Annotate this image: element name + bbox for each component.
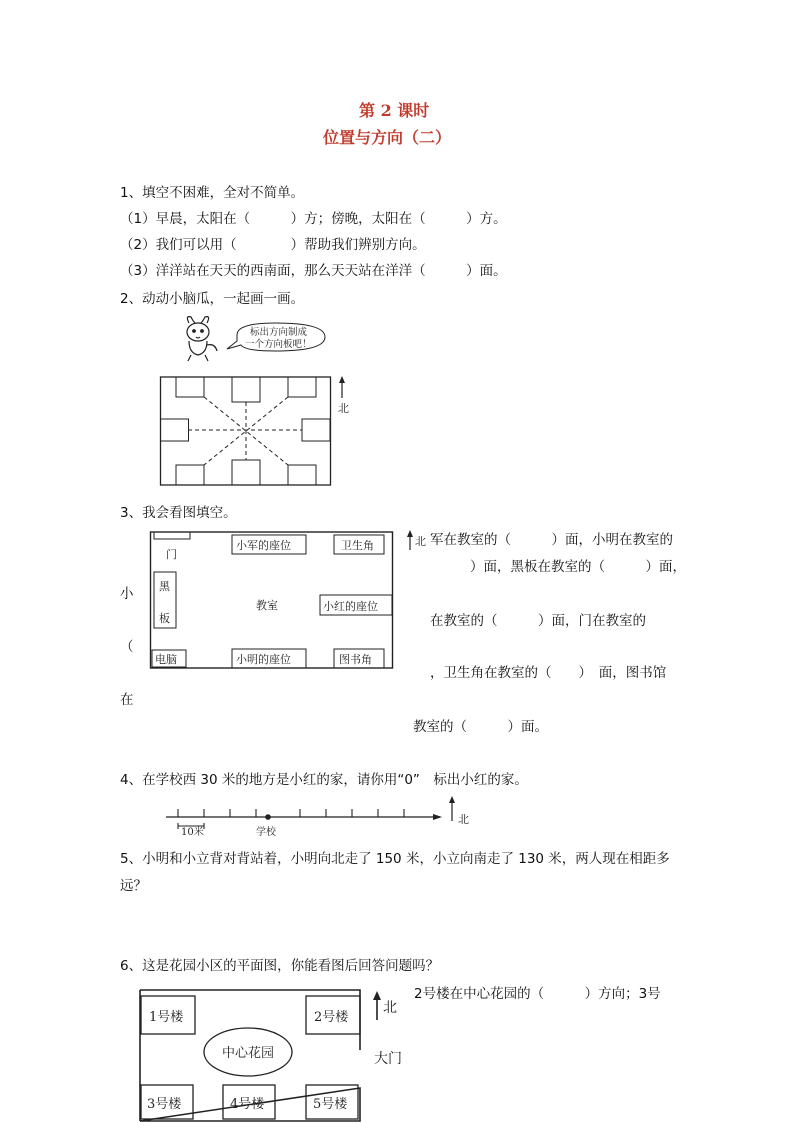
blackboard-label-top: 黑	[159, 580, 170, 593]
bubble-line-1: 标出方向制成	[250, 327, 308, 338]
classroom-center-label: 教室	[256, 599, 278, 612]
q6-question: 2号楼在中心花园的（ ）方向；3号	[414, 986, 661, 1002]
xiaojun-seat-label: 小军的座位	[236, 539, 291, 552]
door-label: 门	[166, 548, 177, 561]
building-1-label: 1号楼	[149, 1010, 184, 1025]
q1-item-1: （1）早晨，太阳在（ ）方；傍晚，太阳在（ ）方。	[120, 211, 507, 227]
restroom-label: 卫生角	[341, 539, 374, 552]
q3-line-3: 在教室的（ ）面，门在教室的	[430, 613, 646, 629]
q5-line-1: 5、小明和小立背对背站着，小明向北走了 150 米，小立向南走了 130 米，两人现在相距多	[120, 851, 670, 867]
q2-compass-board	[160, 370, 360, 490]
q3-fragment-paren: （	[120, 639, 134, 655]
goat-icon	[187, 317, 217, 361]
classroom-map	[150, 528, 430, 673]
q3-stem: 3、我会看图填空。	[120, 505, 237, 521]
lesson-title: 第 2 课时	[359, 101, 430, 120]
q1-item-3: （3）洋洋站在天天的西南面，那么天天站在洋洋（ ）面。	[120, 263, 507, 279]
school-dot	[265, 814, 271, 820]
q3-line-5: 教室的（ ）面。	[413, 719, 548, 735]
school-label: 学校	[256, 827, 276, 838]
gate-label: 大门	[374, 1051, 402, 1067]
computer-label: 电脑	[155, 653, 177, 666]
q6-stem: 6、这是花园小区的平面图，你能看图后回答问题吗？	[120, 958, 440, 974]
building-4-label: 4号楼	[230, 1097, 265, 1112]
q6-north-label: 北	[383, 1000, 397, 1016]
q3-fragment-small: 小	[120, 586, 134, 602]
q4-number-line	[160, 795, 480, 840]
q3-line-2: ）面，黑板在教室的（ ）面，	[470, 559, 686, 575]
garden-map	[138, 988, 408, 1123]
building-2-label: 2号楼	[314, 1010, 349, 1025]
q3-line-1: 军在教室的（ ）面，小明在教室的	[430, 532, 673, 548]
q2-north-label: 北	[338, 402, 349, 415]
building-5-label: 5号楼	[313, 1097, 348, 1112]
q2-stem: 2、动动小脑瓜，一起画一画。	[120, 291, 305, 307]
q4-stem: 4、在学校西 30 米的地方是小红的家，请你用“0” 标出小红的家。	[120, 772, 528, 788]
library-label: 图书角	[339, 653, 372, 666]
q3-fragment-at: 在	[120, 692, 134, 708]
q2-cartoon	[175, 315, 335, 365]
building-3-label: 3号楼	[147, 1097, 182, 1112]
q3-line-4: ，卫生角在教室的（ ） 面，图书馆	[430, 665, 667, 681]
q4-north-label: 北	[458, 813, 469, 826]
garden-label: 中心花园	[222, 1046, 275, 1061]
bubble-line-2: 一个方向板吧！	[245, 339, 312, 350]
q1-item-2: （2）我们可以用（ ）帮助我们辨别方向。	[120, 237, 426, 253]
blackboard-label-bottom: 板	[159, 612, 170, 625]
q3-north-label: 北	[415, 535, 426, 548]
q1-stem: 1、填空不困难，全对不简单。	[120, 185, 305, 201]
lesson-subtitle: 位置与方向（二）	[323, 128, 452, 147]
xiaohong-seat-label: 小红的座位	[323, 600, 378, 613]
q5-line-2: 远？	[120, 878, 147, 894]
xiaoming-seat-label: 小明的座位	[236, 653, 291, 666]
scale-label: 10米	[181, 827, 204, 838]
